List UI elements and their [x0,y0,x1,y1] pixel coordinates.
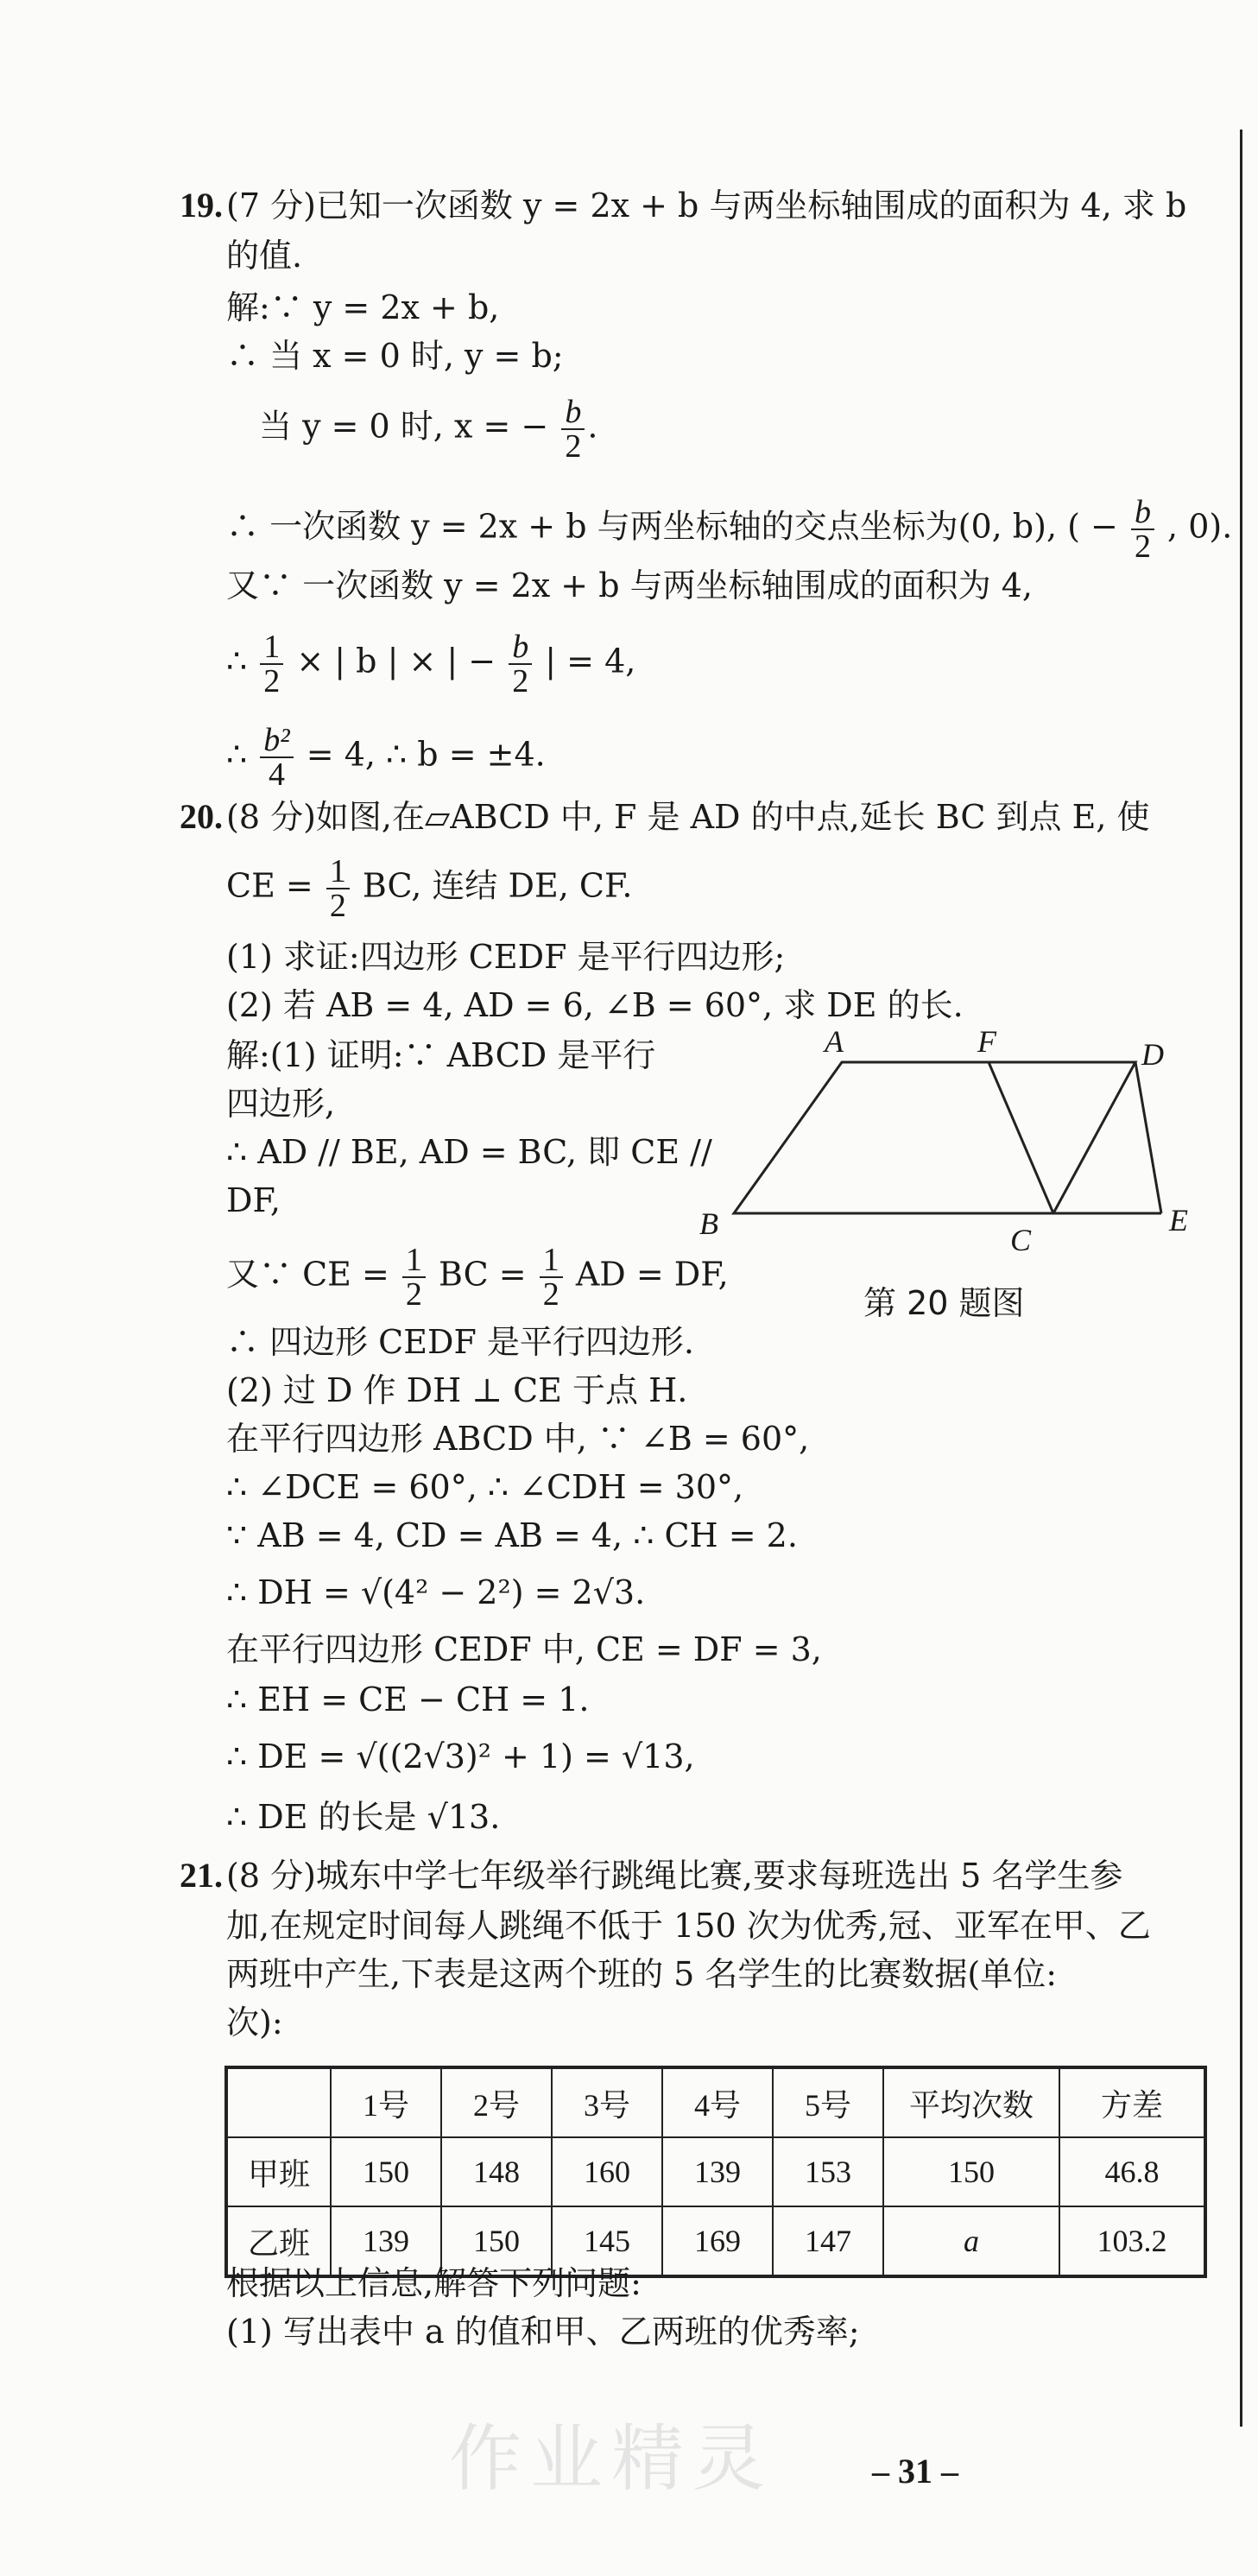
q21-line3: 两班中产生,下表是这两个班的 5 名学生的比赛数据(单位: [226,1955,1058,1993]
table-cell: 148 [441,2137,552,2206]
table-cell: 145 [552,2206,662,2276]
score-table [224,2066,1207,2278]
parallelogram-ABCD [734,1062,1135,1213]
table-cell: 139 [662,2137,773,2206]
q20-stem-line2: CE = $\frac{1}{2}$ BC, 连结 DE, CF. [226,853,633,924]
q20-part2: (2) 若 AB = 4, AD = 6, ∠B = 60°, 求 DE 的长. [226,986,964,1024]
table-cell: 139 [331,2206,441,2276]
table-cell: a [883,2206,1059,2276]
q20-ans1: 解:(1) 证明:∵ ABCD 是平行 [226,1036,656,1074]
q21-after1: 根据以上信息,解答下列问题: [226,2264,642,2302]
q20-number: 20. [180,797,223,836]
q19-step4: ∴ 一次函数 y = 2x + b 与两坐标轴的交点坐标为(0, b), ( − $\frac{b}{2}$ , 0). [226,494,1233,565]
q20-ans11: ∴ DH = √(4² − 2²) = 2√3. [226,1573,646,1611]
table-cell: 160 [552,2137,662,2206]
q20-ans13: ∴ EH = CE − CH = 1. [226,1680,590,1718]
q20-ans8: 在平行四边形 ABCD 中, ∵ ∠B = 60°, [226,1420,810,1458]
table-header-row [226,2067,1205,2137]
q19-stem-line2: 的值. [226,237,303,275]
table-header-cell: 方差 [1059,2067,1205,2137]
q19-step3-text: 当 y = 0 时, x = − [259,407,549,446]
label-D: D [1141,1037,1164,1072]
q21-line2: 加,在规定时间每人跳绳不低于 150 次为优秀,冠、亚军在甲、乙 [226,1907,1151,1945]
q19-step4-fraction: $\frac{b}{2}$ [1131,496,1154,563]
q21-after2: (1) 写出表中 a 的值和甲、乙两班的优秀率; [226,2313,860,2351]
table-cell: 169 [662,2206,773,2276]
q20-part1: (1) 求证:四边形 CEDF 是平行四边形; [226,938,786,976]
q20-ans4: DF, [226,1181,281,1219]
label-C: C [1010,1223,1032,1257]
q19-stem-line1: (7 分)已知一次函数 y = 2x + b 与两坐标轴围成的面积为 4, 求 b [226,187,1187,225]
q20-ans6: ∴ 四边形 CEDF 是平行四边形. [226,1323,694,1361]
table-cell: 150 [883,2137,1059,2206]
watermark: 作业精灵 [449,2416,774,2501]
table-cell: 103.2 [1059,2206,1205,2276]
table-cell: 147 [773,2206,883,2276]
table-header-cell: 3号 [552,2067,662,2137]
q19-number: 19. [180,186,223,225]
table-header-cell: 1号 [331,2067,441,2137]
q21-line4: 次): [226,2003,283,2041]
q20-ans14: ∴ DE = √((2√3)² + 1) = √13, [226,1737,695,1775]
q19-step2: ∴ 当 x = 0 时, y = b; [226,337,564,375]
figure-caption: 第 20 题图 [863,1284,1025,1322]
label-B: B [699,1206,718,1241]
q20-stem-line1: (8 分)如图,在▱ABCD 中, F 是 AD 的中点,延长 BC 到点 E, 使 [226,798,1150,836]
table-header-cell: 5号 [773,2067,883,2137]
segment-DE [1135,1062,1161,1213]
table-cell: 乙班 [226,2206,331,2276]
q19-step5: 又∵ 一次函数 y = 2x + b 与两坐标轴围成的面积为 4, [226,566,1033,604]
table-header-cell: 平均次数 [883,2067,1059,2137]
segment-FC [989,1062,1053,1213]
table-header-cell: 4号 [662,2067,773,2137]
table-header-cell [226,2067,331,2137]
q19-step3-fraction: $\frac{b}{2}$ [561,396,585,463]
right-margin-rule [1240,130,1242,2427]
table-cell: 150 [331,2137,441,2206]
parallelogram-figure [708,1036,1226,1295]
table-cell: 甲班 [226,2137,331,2206]
label-A: A [825,1024,844,1059]
label-F: F [977,1024,996,1059]
q20-ans7: (2) 过 D 作 DH ⊥ CE 于点 H. [226,1371,688,1409]
q19-step7: ∴ $\frac{\text{b²}}{4}$ = 4, ∴ b = ±4. [226,722,546,793]
table-cell: 46.8 [1059,2137,1205,2206]
q20-ans12: 在平行四边形 CEDF 中, CE = DF = 3, [226,1630,822,1668]
q20-ans2: 四边形, [226,1085,336,1123]
q20-ans10: ∵ AB = 4, CD = AB = 4, ∴ CH = 2. [226,1516,798,1554]
q19-step6: ∴ $\frac{1}{2}$ × | b | × | − $\frac{b}{2}$ | = 4, [226,629,636,699]
q19-step1: 解:∵ y = 2x + b, [226,288,500,326]
label-E: E [1169,1203,1188,1237]
q20-ans5: 又∵ CE = $\frac{1}{2}$ BC = $\frac{1}{2}$ AD = DF, [226,1242,729,1313]
table-row [226,2137,1205,2206]
q20-ans9: ∴ ∠DCE = 60°, ∴ ∠CDH = 30°, [226,1468,744,1506]
table-cell: 153 [773,2137,883,2206]
q20-ans3: ∴ AD // BE, AD = BC, 即 CE // [226,1133,712,1171]
table-cell: 150 [441,2206,552,2276]
q21-line1: (8 分)城东中学七年级举行跳绳比赛,要求每班选出 5 名学生参 [226,1857,1123,1895]
page-number: – 31 – [872,2452,958,2491]
q19-step3: 当 y = 0 时, x = − $\frac{b}{2}$ . [259,394,598,465]
table-header-cell: 2号 [441,2067,552,2137]
q21-number: 21. [180,1856,223,1895]
q20-ans15: ∴ DE 的长是 √13. [226,1798,501,1836]
